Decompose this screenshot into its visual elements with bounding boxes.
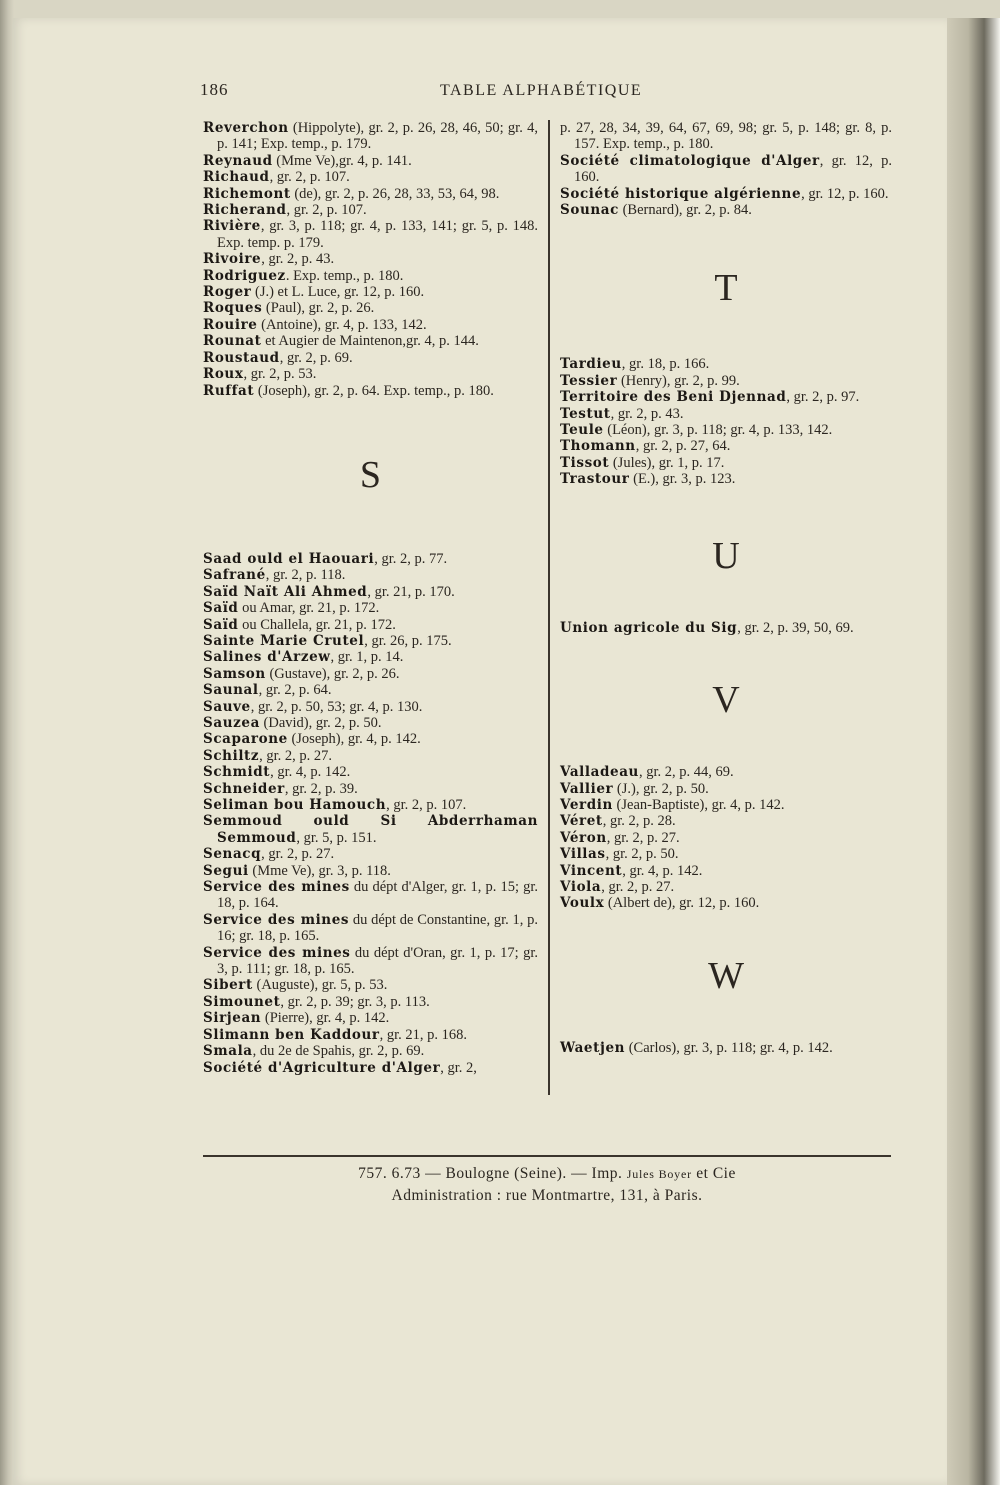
imprint-start: 757. 6.73 — Boulogne (Seine). — Imp. [358,1165,627,1182]
entry-references: , gr. 2, p. 27. [606,829,680,846]
entry-references: et Augier de Maintenon,gr. 4, p. 144. [261,333,479,350]
entry-name: Sounac [560,202,619,219]
entry-references: , gr. 2, p. 50. [605,846,679,863]
entry-references: (Carlos), gr. 3, p. 118; gr. 4, p. 142. [625,1039,833,1056]
entry-name: Teule [560,422,604,439]
entry-references: (Albert de), gr. 12, p. 160. [604,895,760,912]
index-column-right [560,120,892,1056]
entry-references: (Gustave), gr. 2, p. 26. [265,665,400,682]
entry-references: ou Challela, gr. 21, p. 172. [238,616,396,633]
entry-references: , gr. 2, p. 39; gr. 3, p. 113. [280,993,430,1010]
entry-name: Richerand [203,202,287,219]
entry-references: (Jules), gr. 1, p. 17. [609,454,725,471]
entry-name: Véret [560,813,603,830]
index-entry [560,764,892,780]
index-entry [560,373,892,389]
entry-name: Schneider [203,780,285,797]
entry-references: (Jean-Baptiste), gr. 4, p. 142. [612,796,785,813]
index-entry [203,153,538,169]
entry-name: Roger [203,284,252,301]
entry-references: , gr. 2, p. 69. [279,349,353,366]
entry-name: Sauve [203,698,251,715]
entry-references: (Pierre), gr. 4, p. 142. [261,1010,390,1027]
entry-references: , gr. 2, p. 44, 69. [638,764,734,781]
index-entry [203,846,538,862]
entry-name: Service des mines [203,944,351,961]
entry-name: Véron [560,829,607,846]
entry-name: Schmidt [203,764,271,781]
entry-references: , gr. 18, p. 166. [621,356,710,373]
entry-references: , du 2e de Spahis, gr. 2, p. 69. [252,1043,425,1060]
entry-name: Tessier [560,372,618,389]
index-entry [203,268,538,284]
index-entry [560,406,892,422]
entry-name: Rivière [203,218,261,235]
index-entry [203,699,538,715]
index-entry [560,813,892,829]
entry-references: du dépt d'Oran, gr. 1, p. 17; gr. 3, p. 111; gr. 18, p. 165. [217,944,538,978]
entry-references: , gr. 2, p. 27, 64. [635,438,731,455]
entry-name: Salines d'Arzew [203,649,331,666]
entry-references: , gr. 2, p. 43. [610,405,684,422]
entry-references: (de), gr. 2, p. 26, 28, 33, 53, 64, 98. [290,185,500,202]
entry-references: (Mme Ve), gr. 3, p. 118. [248,862,391,879]
index-entry [203,366,538,382]
index-entry [203,879,538,912]
index-entry [560,356,892,372]
entry-references: (Paul), gr. 2, p. 26. [262,300,375,317]
entry-name: Saad ould el Haouari [203,550,375,567]
entry-references: , gr. 12, p. 160. [574,152,893,186]
index-entry [203,715,538,731]
entry-references: p. 27, 28, 34, 39, 64, 67, 69, 98; gr. 5, p. 148; gr. 8, p. 157. Exp. temp., p. 180. [560,120,892,153]
index-entry [203,333,538,349]
index-entry [203,945,538,978]
section-letter-v: V [712,679,740,722]
index-entry [560,389,892,405]
entry-name: Voulx [560,895,605,912]
entry-name: Verdin [560,796,613,813]
index-entry [203,284,538,300]
index-entry [203,1010,538,1026]
entry-name: Semmoud ould Si Abderrhaman Semmoud [203,813,538,846]
index-entry [203,912,538,945]
section-letter-u: U [712,534,740,577]
entry-references: , gr. 4, p. 142. [270,764,351,781]
entry-name: Vallier [560,780,614,797]
section-letter-t: T [714,267,738,310]
entry-references: , gr. 21, p. 168. [379,1026,468,1043]
entry-references: du dépt de Constantine, gr. 1, p. 16; gr. 18, p. 165. [217,911,538,945]
entry-references: , gr. 21, p. 170. [367,583,455,600]
entry-references: , gr. 2, p. 27. [261,846,335,863]
entry-references: , gr. 2, p. 53. [243,366,317,383]
entry-references: , gr. 2, p. 43. [261,251,335,268]
page-number: 186 [200,80,229,99]
index-entry [203,764,538,780]
entry-references: (J.) et L. Luce, gr. 12, p. 160. [251,284,425,301]
entry-references: , gr. 2, p. 27. [601,878,675,895]
index-entry [203,300,538,316]
index-entry [560,438,892,454]
index-entry [560,863,892,879]
entry-references: (Bernard), gr. 2, p. 84. [618,202,752,219]
entry-name: Tardieu [560,356,622,373]
entry-name: Union agricole du Sig [560,619,738,636]
index-entry [203,977,538,993]
entry-name: Saunal [203,682,259,699]
entries-v [560,764,892,912]
entry-name: Sainte Marie Crutel [203,632,365,649]
index-entry [560,120,892,153]
entry-name: Rounat [203,333,262,350]
entry-name: Senacq [203,846,262,863]
running-title: TABLE ALPHABÉTIQUE [440,82,643,99]
index-entry [203,1043,538,1059]
entry-references: , gr. 4, p. 142. [622,862,703,879]
index-entry [203,1060,538,1076]
entry-references: du dépt d'Alger, gr. 1, p. 15; gr. 18, p. 164. [217,879,538,912]
entry-name: Territoire des Beni Djennad [560,389,787,406]
entry-name: Reynaud [203,152,273,169]
index-entry [203,797,538,813]
entry-name: Sauzea [203,714,260,731]
entry-name: Roques [203,300,263,317]
page-edge [947,18,1000,1485]
entry-name: Villas [560,846,606,863]
index-entry [560,879,892,895]
index-entry [203,383,538,399]
index-entry [203,633,538,649]
entries-u [560,620,892,636]
entry-name: Ruffat [203,382,255,399]
entry-name: Société d'Agriculture d'Alger [203,1059,441,1076]
index-entry [560,202,892,218]
entry-name: Schiltz [203,747,260,764]
entry-references: , gr. 2, p. 77. [374,550,448,567]
entry-name: Smala [203,1043,253,1060]
entries-s [203,551,538,1076]
section-letter-s: S [359,453,382,496]
entry-references: (David), gr. 2, p. 50. [259,714,382,731]
entry-name: Viola [560,878,602,895]
imprint-line-2: Administration : rue Montmartre, 131, à Paris. [391,1187,703,1204]
entry-name: Sibert [203,977,253,994]
entry-references: , gr. 2, p. 97. [786,389,860,406]
footer-rule [203,1155,891,1157]
entry-name: Simounet [203,993,281,1010]
entry-references: (Mme Ve),gr. 4, p. 141. [272,152,412,169]
entry-name: Richaud [203,169,270,186]
entry-name: Trastour [560,471,630,488]
index-entry [203,666,538,682]
index-entry [560,422,892,438]
index-entry [203,600,538,616]
entry-name: Waetjen [560,1039,626,1056]
entry-references: , gr. 5, p. 151. [296,829,377,846]
index-entry [203,1027,538,1043]
entry-name: Scaparone [203,731,288,748]
entry-references: , gr. 2, p. 28. [602,813,676,830]
entry-references: , gr. 2, p. 39. [284,780,358,797]
imprint-printer: Jules Boyer [626,1167,692,1181]
imprint-end: et Cie [691,1165,736,1182]
index-entry [560,455,892,471]
entry-name: Rivoire [203,251,262,268]
entry-references: (Henry), gr. 2, p. 99. [617,372,740,389]
entry-references: , gr. 2, p. 27. [259,747,333,764]
index-entry [560,846,892,862]
section-letter-w: W [708,954,744,997]
entry-name: Saïd Naït Ali Ahmed [203,583,368,600]
index-entry [203,584,538,600]
entry-name: Seliman bou Hamouch [203,797,387,813]
entry-name: Slimann ben Kaddour [203,1026,380,1043]
entry-references: (Auguste), gr. 5, p. 53. [252,977,388,994]
index-entry [203,317,538,333]
index-entry [560,186,892,202]
index-entry [560,895,892,911]
index-entry [203,202,538,218]
imprint-line-1 [203,1163,891,1185]
index-entry [203,551,538,567]
index-column-left [203,120,538,1076]
entry-name: Service des mines [203,911,350,928]
index-entry [560,471,892,487]
entry-references: , gr. 1, p. 14. [330,649,404,666]
entry-references: , gr. 2, p. 50, 53; gr. 4, p. 130. [250,698,423,715]
entry-references: (J.), gr. 2, p. 50. [613,780,709,797]
entry-name: Saïd [203,600,239,617]
entry-references: , gr. 26, p. 175. [364,632,452,649]
entry-references: (Joseph), gr. 2, p. 64. Exp. temp., p. 180. [254,382,494,399]
entry-references: (Antoine), gr. 4, p. 133, 142. [257,316,427,333]
index-entry [203,863,538,879]
index-entry [203,567,538,583]
entry-references: (E.), gr. 3, p. 123. [629,471,736,488]
entry-references: ou Amar, gr. 21, p. 172. [238,600,380,617]
entry-references: (Joseph), gr. 4, p. 142. [287,731,421,748]
imprint [203,1163,891,1206]
entry-name: Service des mines [203,879,350,896]
entry-references: . Exp. temp., p. 180. [285,267,404,284]
index-entry [560,797,892,813]
index-entry [203,251,538,267]
entry-name: Reverchon [203,120,289,136]
entry-name: Vincent [560,862,623,879]
entry-name: Rodriguez [203,267,286,284]
entries-r [203,120,538,399]
entry-name: Valladeau [560,764,639,781]
entry-references: , gr. 2, p. 39, 50, 69. [737,619,854,636]
entry-references: (Hippolyte), gr. 2, p. 26, 28, 46, 50; gr. 4, p. 141; Exp. temp., p. 179. [217,120,538,153]
entry-name: Safrané [203,567,266,584]
index-entry [203,218,538,251]
index-entry [560,153,892,186]
entry-references: , gr. 2, p. 118. [265,567,346,584]
entry-references: , gr. 2, p. 64. [258,682,332,699]
entry-references: (Léon), gr. 3, p. 118; gr. 4, p. 133, 142. [603,422,833,439]
index-entry [203,617,538,633]
index-entry [560,781,892,797]
entry-references: , gr. 2, p. 107. [386,797,467,813]
entry-references: , gr. 2, [440,1059,477,1076]
entry-references: , gr. 12, p. 160. [801,185,889,202]
index-entry [203,186,538,202]
index-entry [560,1040,892,1056]
entry-name: Sirjean [203,1010,262,1027]
entry-name: Saïd [203,616,239,633]
entry-name: Roux [203,366,244,383]
entry-references: , gr. 3, p. 118; gr. 4, p. 133, 141; gr. 5, p. 148. Exp. temp. p. 179. [217,218,538,251]
index-entry [203,748,538,764]
index-entry [203,813,538,846]
index-entry [560,620,892,636]
index-entry [560,830,892,846]
index-entry [203,731,538,747]
entry-references: , gr. 2, p. 107. [269,169,350,186]
column-divider [548,120,550,1095]
entry-name: Thomann [560,438,636,455]
entry-name: Société historique algérienne [560,185,802,202]
entries-t [560,356,892,487]
entries-s-continued [560,120,892,218]
entry-name: Segui [203,862,249,879]
entry-name: Société climatologique d'Alger [560,152,820,169]
entry-name: Roustaud [203,349,280,366]
index-entry [203,350,538,366]
entry-name: Rouire [203,316,258,333]
entry-name: Testut [560,405,611,422]
index-entry [203,120,538,153]
entry-references: , gr. 2, p. 107. [286,202,367,219]
index-entry [203,682,538,698]
index-entry [203,169,538,185]
entries-w [560,1040,892,1056]
index-entry [203,649,538,665]
entry-name: Richemont [203,185,291,202]
entry-name: Tissot [560,454,610,471]
entry-name: Samson [203,665,266,682]
index-entry [203,781,538,797]
index-entry [203,994,538,1010]
